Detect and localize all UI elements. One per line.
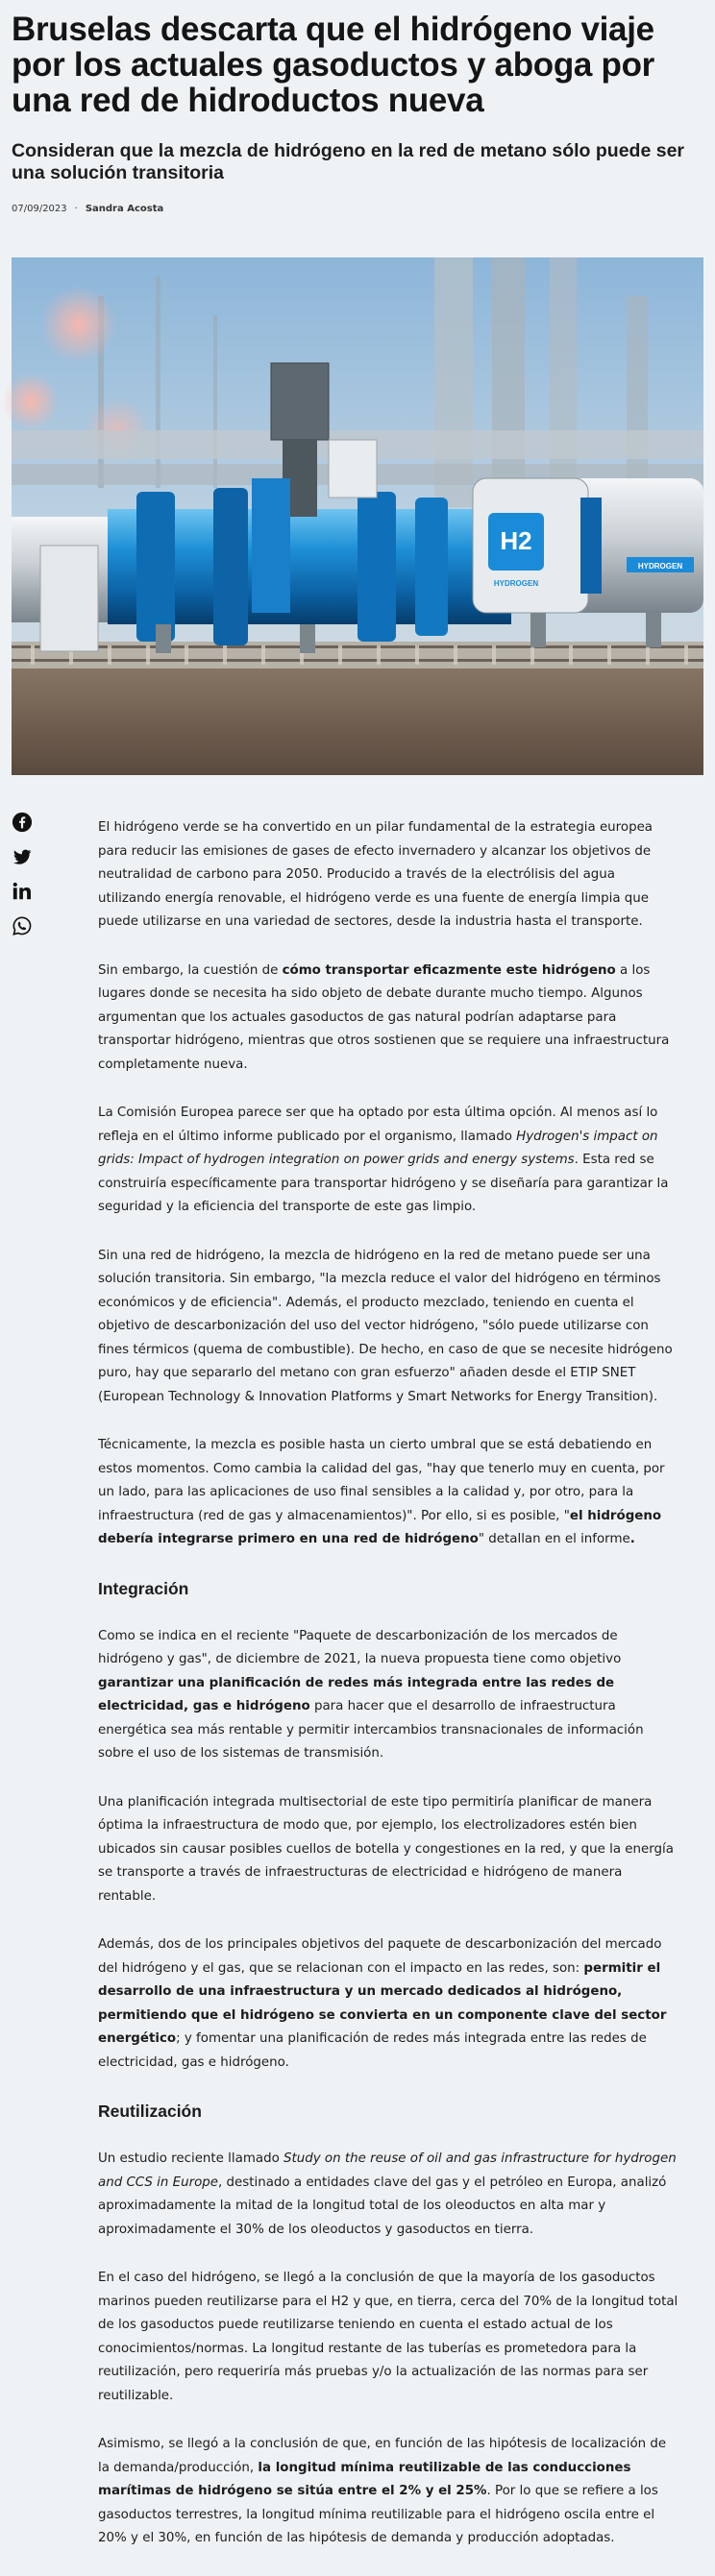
hydrogen-text: HYDROGEN xyxy=(493,579,539,588)
article-author[interactable]: Sandra Acosta xyxy=(85,204,164,214)
hydrogen-pipe-text: HYDROGEN xyxy=(637,562,683,571)
paragraph: Sin embargo, la cuestión de cómo transportar eficazmente este hidrógeno a los lugares donde se necesita ha sido objeto de debate durante mucho tiempo. Algunos argumentan que los actuales gasoductos de gas natural podrían adaptarse para transportar hidrógeno, mientras que otros sostienen que se requiere una infraestructura completamente nueva. xyxy=(98,962,670,1072)
h2-text: H2 xyxy=(500,526,532,555)
article-date: 07/09/2023 xyxy=(12,204,67,214)
paragraph: Asimismo, se llegó a la conclusión de que, en función de las hipótesis de localización de la demanda/producción, la longitud mínima reutilizable de las conducciones marítimas de hidrógeno se sitúa entre el 2% y el 25%. Por lo que se refiere a los gasoductos terrestres, la longitud mínima reutilizable para el hidrógeno oscila entre el 20% y el 30%, en función de las hipótesis de demanda y producción adoptadas. xyxy=(98,2437,667,2545)
article-title: Bruselas descarta que el hidrógeno viaje por los actuales gasoductos y aboga por una red de hidroductos nueva xyxy=(12,11,655,119)
paragraph: El hidrógeno verde se ha convertido en un pilar fundamental de la estrategia europea para reducir las emisiones de gases de efecto invernadero y alcanzar los objetivos de neutralidad de carbono para 2050. Producido a través de la electrólisis del agua utilizando energía renovable, el hidrógeno verde es una fuente de energía limpia que puede utilizarse en una variedad de sectores, desde la industria hasta el transporte. xyxy=(98,820,653,929)
paragraph: Sin una red de hidrógeno, la mezcla de hidrógeno en la red de metano puede ser una solución transitoria. Sin embargo, "la mezcla reduce el valor del hidrógeno en términos económicos y de eficiencia". Además, el producto mezclado, teniendo en cuenta el objetivo de descarbonización del uso del vector hidrógeno, "sólo puede utilizarse con fines térmicos (quema de combustible). De hecho, en caso de que se necesite hidrógeno puro, hay que separarlo del metano con gran esfuerzo" añaden desde el ETIP SNET (European Technology & Innovation Platforms y Smart Networks for Energy Transition). xyxy=(98,1248,673,1404)
hydrogen-pipeline-illustration xyxy=(12,257,703,775)
paragraph: Una planificación integrada multisectorial de este tipo permitiría planificar de manera óptima la infraestructura de modo que, por ejemplo, los electrolizadores estén bien ubicados sin causar posibles cuellos de botella y congestiones en la red, y que la energía se transporte a través de infraestructuras de electricidad e hidrógeno de manera rentable. xyxy=(98,1794,674,1904)
paragraph: Técnicamente, la mezcla es posible hasta un cierto umbral que se está debatiendo en estos momentos. Como cambia la calidad del gas, "hay que tenerlo muy en cuenta, por un lado, para las aplicaciones de uso final sensibles a la calidad y, por otro, para la infraestructura (red de gas y almacenamientos)". Por ello, si es posible, "el hidrógeno debería integrarse primero en una red de hidrógeno" detallan en el informe. xyxy=(98,1438,665,1546)
section-heading-reutilizacion: Reutilización xyxy=(98,2102,202,2121)
facebook-icon[interactable] xyxy=(12,812,33,833)
article-body xyxy=(98,816,679,2576)
paragraph: La Comisión Europea parece ser que ha optado por esta última opción. Al menos así lo refleja en el último informe publicado por el organismo, llamado Hydrogen's impact on grids: Impact of hydrogen integration on power grids and energy systems. Esta red se construiría específicamente para transportar hidrógeno y se diseñaría para garantizar la seguridad y la eficiencia del transporte de este gas limpio. xyxy=(98,1106,669,1214)
paragraph: Además, dos de los principales objetivos del paquete de descarbonización del mercado del hidrógeno y el gas, que se relacionan con el impacto en las redes, son: permitir el desarrollo de una infraestructura y un mercado dedicados al hidrógeno, permitiendo que el hidrógeno se convierta en un componente clave del sector energético; y fomentar una planificación de redes más integrada entre las redes de electricidad, gas e hidrógeno. xyxy=(98,1937,667,2070)
paragraph: En el caso del hidrógeno, se llegó a la conclusión de que la mayoría de los gasoductos marinos pueden reutilizarse para el H2 y que, en tierra, cerca del 70% de la longitud total de los gasoductos puede reutilizarse teniendo en cuenta el estado actual de los conocimientos/normas. La longitud restante de las tuberías es prometedora para la reutilización, pero requeriría más pruebas y/o la actualización de las normas para ser reutilizable. xyxy=(98,2271,678,2403)
section-heading-integracion: Integración xyxy=(98,1578,189,1598)
article-meta xyxy=(12,204,163,214)
linkedin-icon[interactable] xyxy=(12,881,33,902)
hero-image xyxy=(12,257,703,775)
twitter-icon[interactable] xyxy=(12,846,33,867)
paragraph: Como se indica en el reciente "Paquete de descarbonización de los mercados de hidrógeno y gas", de diciembre de 2021, la nueva propuesta tiene como objetivo garantizar una planificación de redes más integrada entre las redes de electricidad, gas e hidrógeno para hacer que el desarrollo de infraestructura energética sea más rentable y permitir intercambios transnacionales de información sobre el uso de los sistemas de transmisión. xyxy=(98,1628,644,1761)
share-bar xyxy=(12,812,35,950)
article-header xyxy=(12,12,705,184)
paragraph: Un estudio reciente llamado Study on the reuse of oil and gas infrastructure for hydrogen and CCS in Europe, destinado a entidades clave del gas y el petróleo en Europa, analizó aproximadamente la mitad de la longitud total de los oleoductos en alta mar y aproximadamente el 30% de los oleoductos y gasoductos en tierra. xyxy=(98,2151,677,2237)
meta-separator: · xyxy=(74,204,78,214)
article-subtitle: Consideran que la mezcla de hidrógeno en la red de metano sólo puede ser una solución transitoria xyxy=(12,140,685,183)
whatsapp-icon[interactable] xyxy=(12,915,33,936)
